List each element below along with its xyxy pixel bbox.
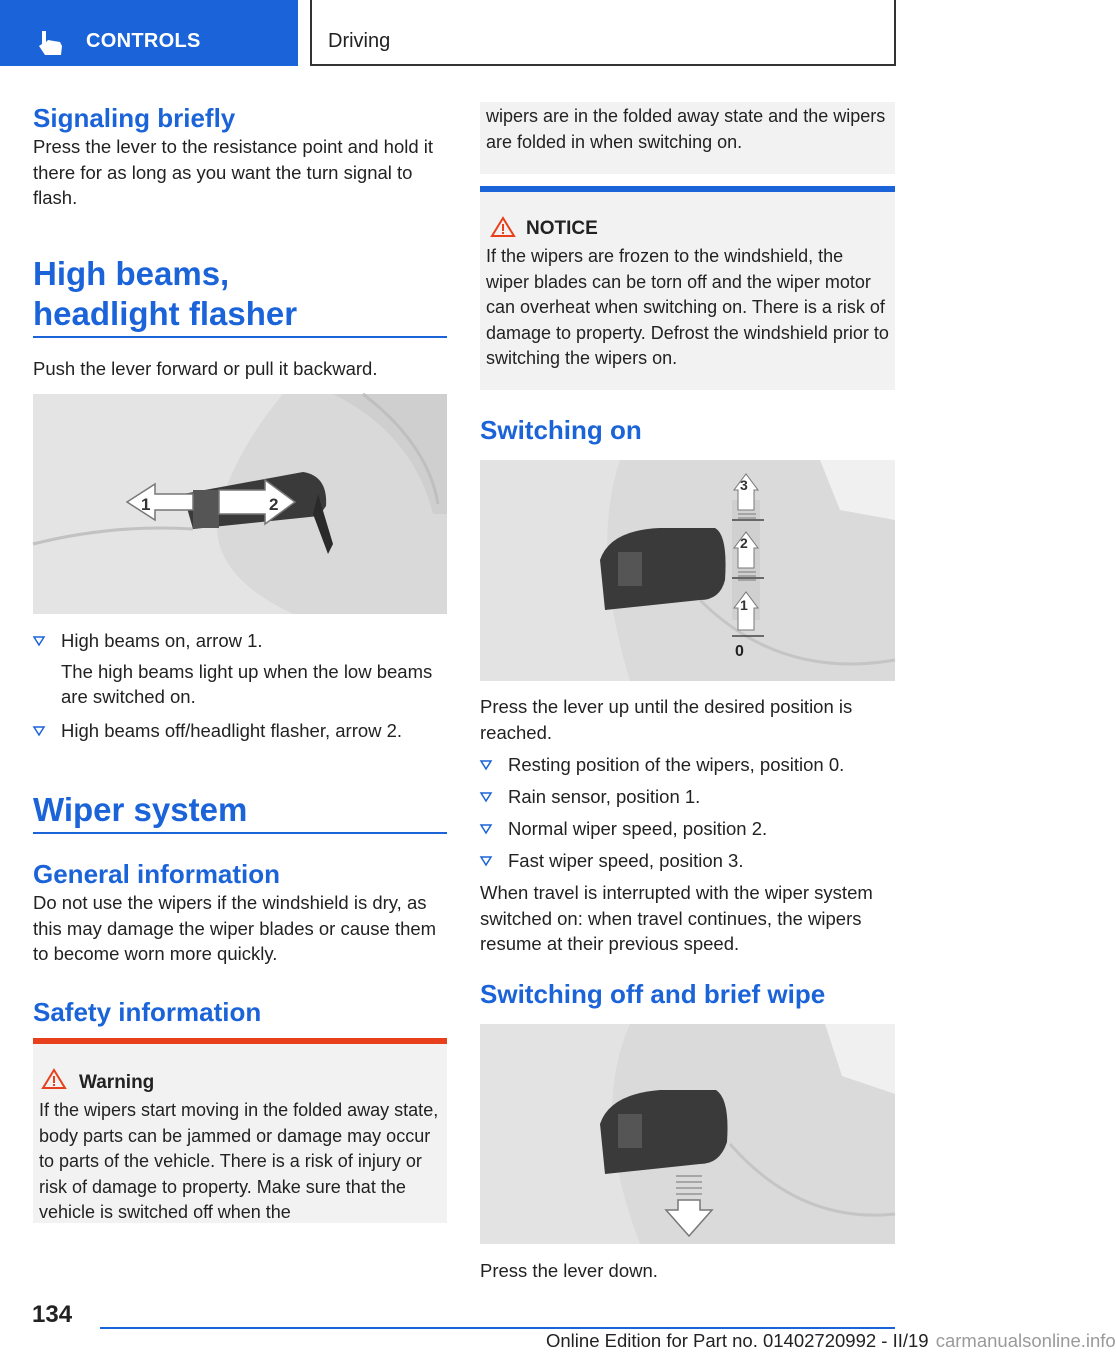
switching-on-bullets bbox=[480, 752, 895, 874]
general-info-section bbox=[33, 858, 447, 967]
bullet-text: Normal wiper speed, position 2. bbox=[508, 818, 768, 839]
notice-text: If the wipers are frozen to the windshield, the wiper blades can be torn off and the wiper motor can overheat when switching on. There is a risk of damage to property. Defrost the windshield prior to switching the wipers on. bbox=[486, 246, 889, 368]
signaling-heading: Signaling briefly bbox=[33, 103, 236, 133]
high-beams-lever-image bbox=[33, 394, 447, 614]
bullet-text: Fast wiper speed, position 3. bbox=[508, 850, 744, 871]
warning-box-continued bbox=[480, 102, 895, 174]
general-info-heading: General information bbox=[33, 859, 281, 889]
list-item-note bbox=[33, 659, 447, 710]
list-item bbox=[480, 752, 895, 778]
edition-text bbox=[546, 1330, 1116, 1352]
general-info-text: Do not use the wipers if the windshield is dry, as this may damage the wiper blades or cause them to become worn more quickly. bbox=[33, 892, 437, 964]
triangle-bullet-icon bbox=[480, 824, 492, 834]
signaling-section bbox=[33, 102, 447, 211]
notice-title: NOTICE bbox=[526, 218, 598, 239]
high-beams-bullets bbox=[33, 628, 447, 743]
bullet-text: Resting position of the wipers, position 0. bbox=[508, 754, 845, 775]
position-3-label: 3 bbox=[740, 477, 748, 493]
page-number: 134 bbox=[32, 1301, 73, 1328]
switching-off-text: Press the lever down. bbox=[480, 1260, 658, 1281]
interrupted-travel-text: When travel is interrupted with the wiper system switched on: when travel continues, the wipers resume at their previous speed. bbox=[480, 882, 873, 954]
warning-title: Warning bbox=[79, 1072, 155, 1093]
warning-triangle-icon bbox=[41, 1068, 67, 1090]
footer-rule bbox=[100, 1327, 895, 1329]
position-0-label: 0 bbox=[735, 643, 744, 660]
chapter-label: Driving bbox=[328, 30, 391, 52]
signaling-text: Press the lever to the resistance point and hold it there for as long as you want the turn signal to flash. bbox=[33, 136, 434, 208]
list-item bbox=[33, 628, 447, 654]
high-beams-heading-line2: headlight flasher bbox=[33, 295, 298, 332]
bullet-text: High beams off/headlight flasher, arrow 2. bbox=[61, 719, 403, 741]
bullet-text: Rain sensor, position 1. bbox=[508, 786, 701, 807]
high-beams-heading bbox=[33, 254, 447, 338]
switching-off-lever-image bbox=[480, 1024, 895, 1244]
bullet-text: High beams on, arrow 1. bbox=[61, 630, 263, 651]
switching-on-text: Press the lever up until the desired position is reached. bbox=[480, 696, 853, 743]
notice-triangle-icon bbox=[490, 216, 516, 238]
warning-continued-text: wipers are in the folded away state and the wipers are folded in when switching on. bbox=[486, 106, 886, 152]
position-1-label: 1 bbox=[740, 597, 748, 613]
switching-on-heading: Switching on bbox=[480, 415, 642, 445]
chapter-header bbox=[310, 0, 896, 66]
arrow-1-label: 1 bbox=[141, 495, 151, 514]
switching-off-heading: Switching off and brief wipe bbox=[480, 979, 826, 1009]
section-label: CONTROLS bbox=[86, 30, 201, 52]
triangle-bullet-icon bbox=[480, 792, 492, 802]
bullet-subtext: The high beams light up when the low beams are switched on. bbox=[61, 660, 433, 707]
edition-label: Online Edition for Part no. 01402720992 - II/19 bbox=[546, 1330, 929, 1351]
list-item bbox=[33, 718, 447, 744]
triangle-bullet-icon bbox=[33, 726, 45, 736]
triangle-bullet-icon bbox=[33, 636, 45, 646]
warning-text: If the wipers start moving in the folded away state, body parts can be jammed or damage may occur to parts of the vehicle. There is a risk of injury or risk of damage to property. Make sure that the vehicle is switched off when the bbox=[39, 1100, 439, 1222]
safety-info-heading: Safety information bbox=[33, 997, 262, 1027]
list-item bbox=[480, 784, 895, 810]
wiper-system-heading: Wiper system bbox=[33, 790, 447, 834]
high-beams-text: Push the lever forward or pull it backward. bbox=[33, 358, 378, 379]
hand-pointer-icon bbox=[36, 28, 66, 56]
list-item bbox=[480, 848, 895, 874]
triangle-bullet-icon bbox=[480, 760, 492, 770]
notice-box bbox=[480, 186, 895, 390]
triangle-bullet-icon bbox=[480, 856, 492, 866]
warning-box bbox=[33, 1038, 447, 1223]
watermark-text: carmanualsonline.info bbox=[935, 1330, 1116, 1351]
high-beams-heading-line1: High beams, bbox=[33, 255, 230, 292]
list-item bbox=[480, 816, 895, 842]
section-tab[interactable] bbox=[0, 0, 298, 66]
switching-on-lever-image bbox=[480, 460, 895, 681]
position-2-label: 2 bbox=[740, 535, 748, 551]
arrow-2-label: 2 bbox=[269, 495, 279, 514]
